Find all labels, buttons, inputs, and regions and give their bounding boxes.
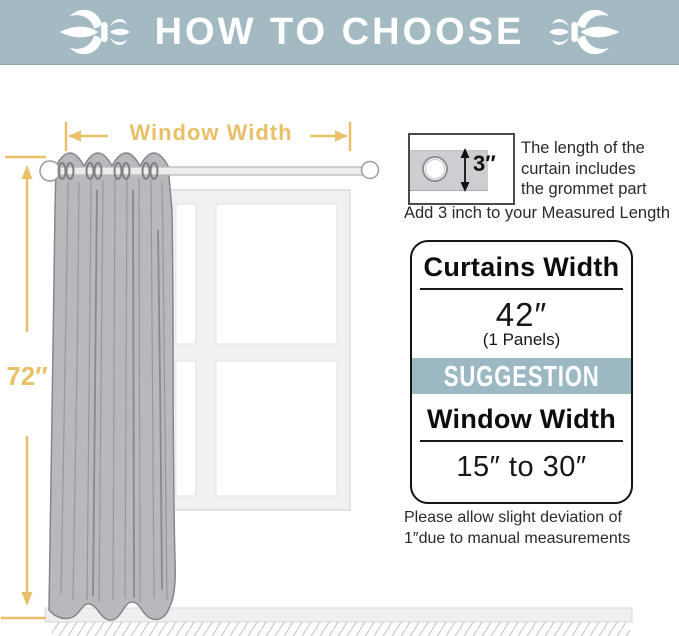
window-width-measure-label: Window Width <box>129 120 293 145</box>
grommet-description-line: The length of the <box>521 139 645 157</box>
rod-finial-right <box>362 162 379 179</box>
deviation-note <box>404 508 630 549</box>
header-banner <box>0 0 679 65</box>
deviation-note-line: Please allow slight deviation of <box>404 509 622 526</box>
grommet-description-line: curtain includes <box>521 159 636 178</box>
suggestion-badge: SUGGESTION <box>443 358 600 393</box>
add-length-caption: Add 3 inch to your Measured Length <box>404 204 671 222</box>
window-width-heading: Window Width <box>426 404 617 434</box>
grommet-description-line: the grommet part <box>521 180 647 198</box>
curtains-width-value: 42″ <box>495 296 548 333</box>
page-title: HOW TO CHOOSE <box>154 10 525 53</box>
divider <box>420 440 623 442</box>
floor <box>45 608 632 636</box>
grommet-ring-icon <box>422 156 448 182</box>
grommet-description <box>521 138 647 200</box>
deviation-note-line: 1″due to manual measurements <box>404 529 631 547</box>
panels-count: (1 Panels) <box>482 330 561 349</box>
window-frame <box>163 190 350 510</box>
grommet-measurement-value: 3″ <box>473 151 496 176</box>
fleur-de-lis-right-icon <box>538 3 632 61</box>
fleur-de-lis-left-icon <box>47 3 141 61</box>
curtain-rod <box>40 161 379 181</box>
window-width-range: 15″ to 30″ <box>456 451 587 483</box>
divider <box>420 288 623 290</box>
rod-finial-left <box>40 161 60 181</box>
curtains-width-heading: Curtains Width <box>423 252 620 282</box>
suggestion-band <box>412 358 631 394</box>
curtain-length-measure-label: 72″ <box>6 361 48 391</box>
grommet-ring-inner <box>425 159 445 179</box>
grommet-height-arrow-icon <box>459 148 471 192</box>
grommet-diagram <box>408 133 515 205</box>
size-chart-box <box>410 240 633 504</box>
curtain <box>49 153 175 620</box>
